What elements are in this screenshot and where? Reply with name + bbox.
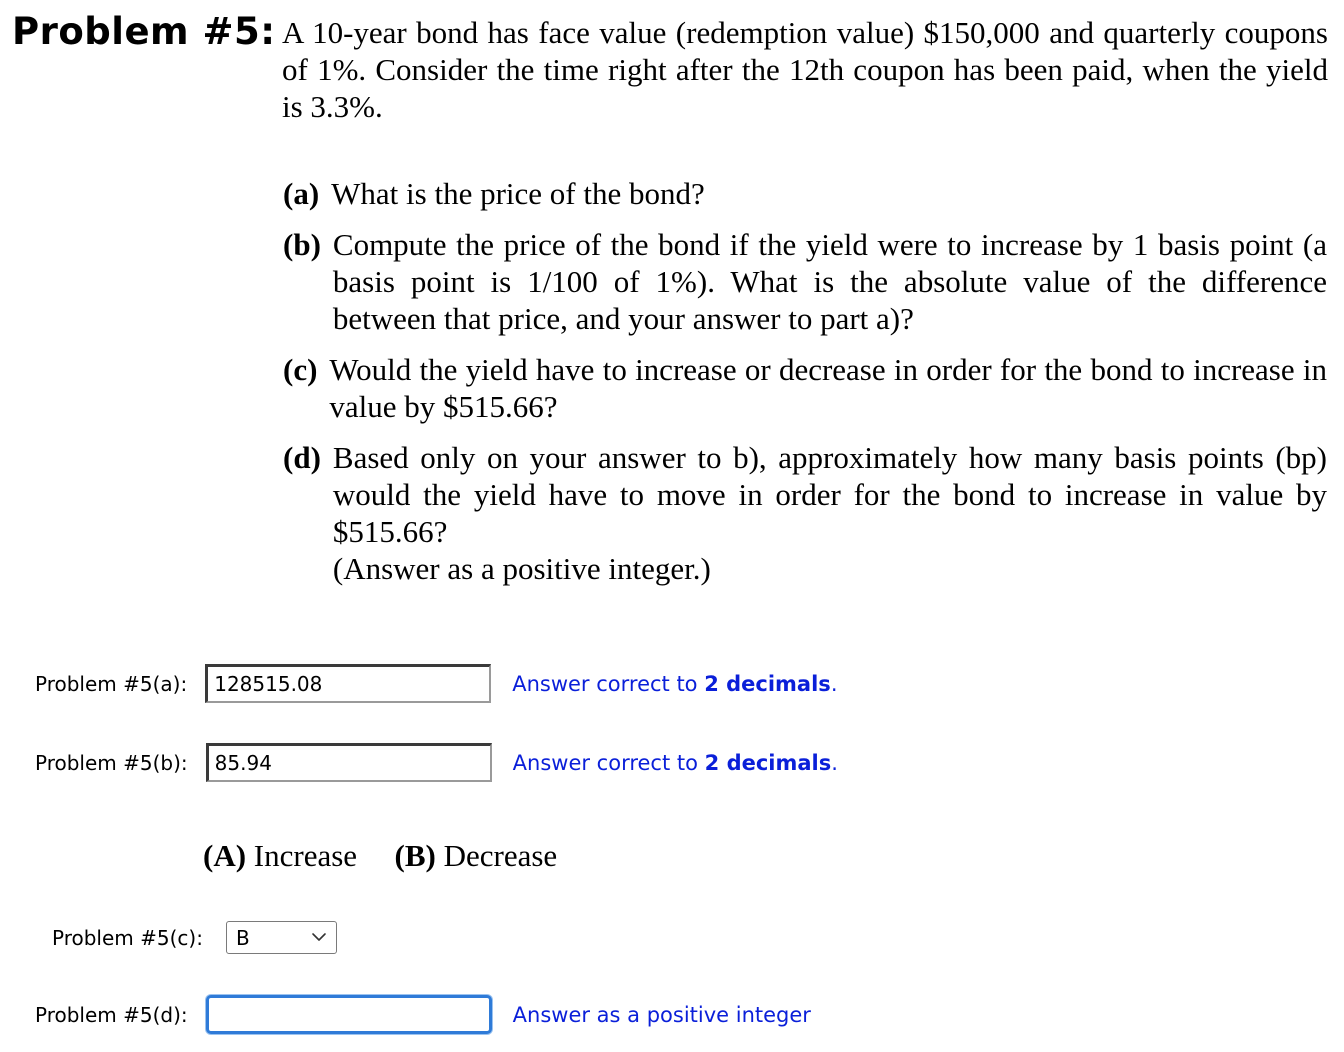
choice-b-letter: (B) <box>394 838 436 873</box>
feedback-d: Answer as a positive integer <box>512 1002 811 1027</box>
part-d <box>283 439 1327 587</box>
feedback-bold: 2 decimals <box>704 671 831 696</box>
problem-description: A 10-year bond has face value (redemption value) $150,000 and quarterly coupons of 1%. Consider the time right after the 12th coupon has been paid, when the yield is 3.3%. <box>282 15 1328 124</box>
feedback-bold: 2 decimals <box>704 750 832 775</box>
answer-row-c <box>52 921 337 954</box>
feedback-suffix: . <box>830 671 838 696</box>
part-text: What is the price of the bond? <box>331 176 705 211</box>
part-text-wrapper <box>333 439 1327 587</box>
answer-label-b: Problem #5(b): <box>35 750 188 775</box>
part-text: Based only on your answer to b), approximately how many basis points (bp) would the yield have to move in order for the bond to increase in value by $515.66? <box>332 440 1327 549</box>
answer-input-d[interactable] <box>206 995 492 1034</box>
choice-a-letter: (A) <box>203 838 247 873</box>
choice-b-text: Decrease <box>443 838 558 873</box>
feedback-prefix: Answer correct to <box>512 671 705 696</box>
feedback-suffix: . <box>831 750 838 775</box>
answer-label-c: Problem #5(c): <box>52 925 203 950</box>
feedback-b <box>513 751 838 775</box>
part-note: (Answer as a positive integer.) <box>332 551 711 586</box>
part-letter: (a) <box>283 176 320 211</box>
answer-row-a <box>35 664 838 703</box>
choice-a-text: Increase <box>253 838 358 873</box>
answer-row-d <box>35 995 811 1034</box>
answer-input-b[interactable] <box>206 743 492 782</box>
select-value: B <box>235 925 250 950</box>
answer-row-b <box>35 743 838 782</box>
part-text: Compute the price of the bond if the yield were to increase by 1 basis point (a basis point is 1/100 of 1%). What is the absolute value of the difference between that price, and your answer to part a)? <box>332 227 1327 336</box>
chevron-down-icon <box>311 931 327 943</box>
part-c <box>283 351 1327 425</box>
feedback-prefix: Answer correct to <box>512 750 705 775</box>
part-letter: (b) <box>283 227 321 262</box>
part-text: Would the yield have to increase or decrease in order for the bond to increase in value by $515.66? <box>329 352 1327 424</box>
problem-title: Problem #5: <box>12 10 276 53</box>
part-letter: (c) <box>283 352 318 387</box>
answer-select-c[interactable] <box>226 921 337 954</box>
answer-label-d: Problem #5(d): <box>35 1002 188 1027</box>
feedback-a <box>512 672 837 696</box>
choice-options <box>203 836 557 876</box>
problem-parts <box>283 175 1327 601</box>
part-a <box>283 175 1327 212</box>
answer-input-a[interactable] <box>205 664 491 703</box>
answer-label-a: Problem #5(a): <box>35 671 188 696</box>
part-letter: (d) <box>283 440 321 475</box>
part-b <box>283 226 1327 337</box>
